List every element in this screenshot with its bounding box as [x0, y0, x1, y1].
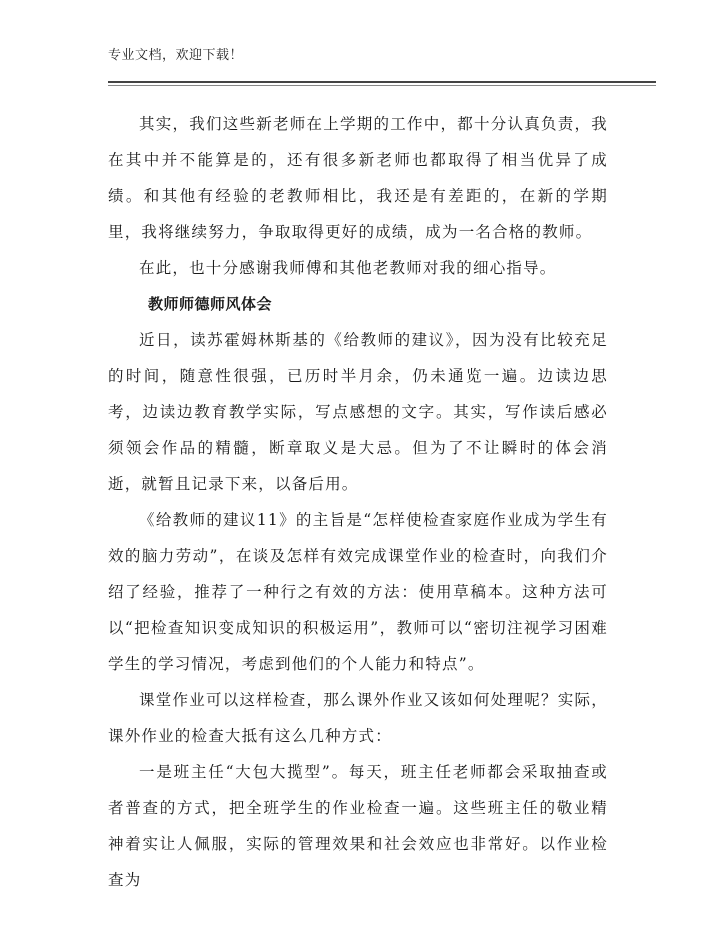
- paragraph-3: 近日，读苏霍姆林斯基的《给教师的建议》，因为没有比较充足的时间，随意性很强，已历时半月余，仍未通览一遍。边读边思考，边读边教育教学实际，写点感想的文字。其实，写作读后感必须领会作品的精髓，断章取义是大忌。但为了不让瞬时的体会消逝，就暂且记录下来，以备后用。: [108, 331, 608, 493]
- section-heading: 教师师德师风体会: [148, 295, 273, 313]
- page-header: 专业文档，欢迎下载！: [108, 48, 244, 63]
- header-rule-thin: [108, 85, 656, 86]
- document-body: [108, 106, 608, 898]
- paragraph-6: 一是班主任“大包大揽型”。每天，班主任老师都会采取抽查或者普查的方式，把全班学生的作业检查一遍。这些班主任的敬业精神着实让人佩服，实际的管理效果和社会效应也非常好。以作业检查为: [108, 763, 608, 889]
- paragraph-5: 课堂作业可以这样检查，那么课外作业又该如何处理呢？实际，课外作业的检查大抵有这么几种方式：: [108, 691, 608, 745]
- header-rule-thick: [108, 81, 656, 83]
- paragraph-1: 其实，我们这些新老师在上学期的工作中，都十分认真负责，我在其中并不能算是的，还有很多新老师也都取得了相当优异了成绩。和其他有经验的老教师相比，我还是有差距的，在新的学期里，我将继续努力，争取取得更好的成绩，成为一名合格的教师。: [108, 115, 608, 241]
- paragraph-2: 在此，也十分感谢我师傅和其他老教师对我的细心指导。: [139, 259, 557, 277]
- paragraph-4: 《给教师的建议11》的主旨是“怎样使检查家庭作业成为学生有效的脑力劳动”，在谈及怎样有效完成课堂作业的检查时，向我们介绍了经验，推荐了一种行之有效的方法：使用草稿本。这种方法可以“把检查知识变成知识的积极运用”，教师可以“密切注视学习困难学生的学习情况，考虑到他们的个人能力和特点”。: [108, 511, 608, 673]
